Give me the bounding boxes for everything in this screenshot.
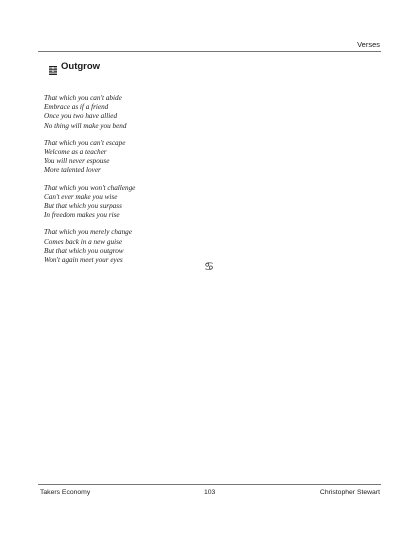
poem-line: Embrace as if a friend	[44, 103, 109, 112]
poem-line: Once you two have allied	[44, 112, 118, 121]
footer-author: Christopher Stewart	[319, 489, 380, 496]
stanza-2	[44, 139, 135, 176]
poem-line: That which you merely change	[44, 228, 132, 237]
hexagram-icon	[49, 62, 57, 71]
section-header: Verses	[357, 40, 380, 49]
cancer-glyph-icon: ♋	[204, 259, 214, 273]
header-divider	[38, 51, 381, 52]
stanza-3	[44, 184, 135, 221]
stanza-4	[44, 228, 135, 265]
poem-line: Can't ever make you wise	[44, 192, 118, 201]
poem-line: Won't again meet your eyes	[44, 256, 123, 265]
footer-book-title: Takers Economy	[40, 489, 91, 496]
footer-divider	[38, 484, 381, 485]
poem-title: Outgrow	[61, 61, 101, 72]
poem-line: Welcome as a teacher	[44, 148, 107, 157]
poem-line: More talented lover	[44, 166, 101, 175]
poem-line: But that which you outgrow	[44, 246, 124, 255]
poem-line: That which you can't escape	[44, 138, 126, 147]
poem-line: That which you can't abide	[44, 94, 122, 102]
poem-line: That which you won't challenge	[44, 183, 136, 192]
poem-line: Comes back in a new guise	[44, 237, 123, 246]
poem-line: But that which you surpass	[44, 202, 122, 211]
page-number: 103	[204, 489, 216, 496]
poem-line: In freedom makes you rise	[44, 211, 120, 220]
poem-body	[44, 94, 135, 273]
poem-line: You will never espouse	[44, 157, 110, 166]
poem-title-row	[49, 61, 100, 72]
poem-line: No thing will make you bend	[44, 121, 127, 130]
stanza-1	[44, 94, 135, 131]
